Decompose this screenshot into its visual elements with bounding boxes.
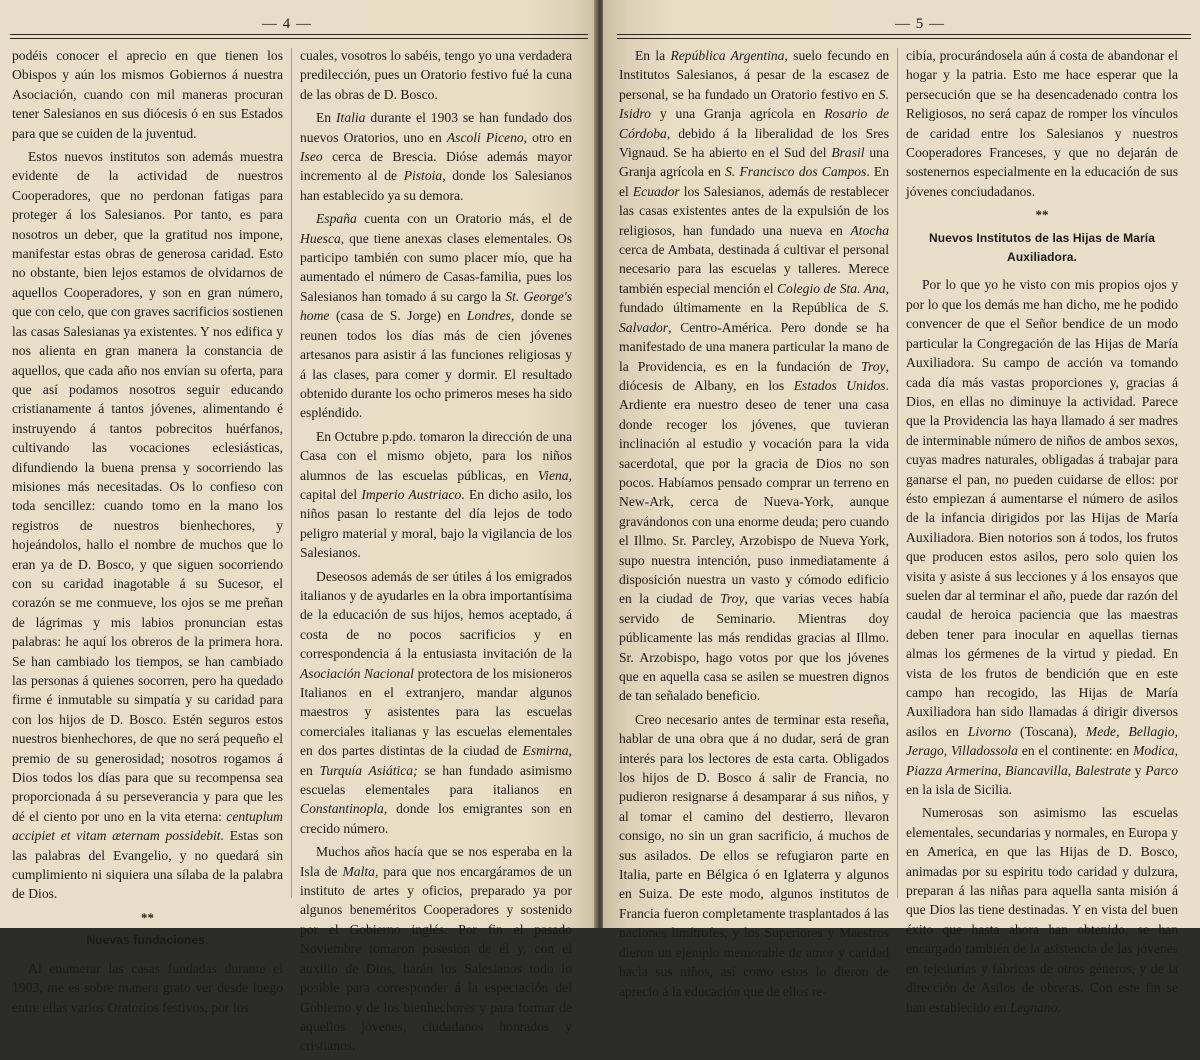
section-separator: ** [1035,207,1049,223]
header-rule [617,34,1191,39]
right-column-1 [619,46,889,1005]
left-page [0,0,597,1054]
paragraph: España cuenta con un Oratorio más, el de Huesca, que tiene anexas clases elementales. Os participo también con sumo placer mío, que ha aumentado el número de Casas-familia, pues los Salesianos han tomado á su cargo la St. George's home (casa de S. Jorge) en Londres, donde se reunen todos los días más de cien jóvenes artesanos para asistir á las funciones religiosas y á las clases, para comer y dormir. El resultado obtenido durante los ocho primeros meses ha sido espléndido. [300,211,572,421]
paragraph: En Octubre p.pdo. tomaron la dirección de una Casa con el mismo objeto, para los niños alumnos de las escuelas públicas, en Viena, capital del Imperio Austriaco. En dicho asilo, los niños pasan lo restante del día lejos de todo peligro material y moral, bajo la vigilancia de los Salesianos. [300,428,572,561]
paragraph: Deseosos además de ser útiles á los emigrados italianos y de ayudarles en la obra importantísima de la educación de sus hijos, hemos aceptado, á costa de no pocos sacrificios y en correspondencia á la entusiasta invitación de la Asociación Nacional protectora de los misioneros Italianos en el extranjero, mandar algunos maestros y asistentes para las escuelas comerciales italianas y las escuelas elementales en dos partes distintas de la ciudad de Esmirna, en Turquía Asiática; se han fundado asimismo escuelas elementales para italianos en Constantinopla, donde los emigrantes son en crecido número. [300,568,572,836]
column-divider [291,48,292,898]
right-column-2 [906,46,1178,1021]
page-number: — 5 — [895,16,945,32]
left-column-2 [300,46,572,1060]
paragraph: Numerosas son asimismo las escuelas elementales, secundarias y normales, en Europa y en America, en que las Hijas de D. Bosco, animadas por su espiritu todo caridad y dulzura, preparan á las niñas para aquella santa misión á que Dios las tiene destinadas. Y en vista del buen éxito que hasta ahora han obtenido, se han encargado también de la asistencia de las jóvenes en tejedurías y fábricas de otros géneros, y de la dirección de Asilos de obreras. Con este fin se han establecido en Legnano. [906,805,1178,1015]
section-heading: Nuevos Institutos de las Hijas de María Auxiliadora. [929,230,1155,265]
paragraph: podéis conocer el aprecio en que tienen los Obispos y aún los mismos Gobiernos á nuestra Asociación, cuando con mil maneras procuran tener Salesianos en sus diócesis ó en sus Estados para que se cuiden de la juventud. [12,48,283,141]
paragraph: Por lo que yo he visto con mis propios ojos y por lo que los demás me han dicho, me he podido convencer de que el Señor bendice de un modo particular la Congregación de las Hijas de María Auxiliadora. Su campo de acción va tomando cada día más vastas proporciones y, gracias á Dios, en ellas no diminuye la actividad. Parece que la Providencia las haya llamado á ser madres de interminable número de niños de ambos sexos, cuyas madres naturales, obligadas á trabajar para ganarse el pan, no pueden cuidarse de ellos: por ésto empiezan á aumentarse el número de asilos de la infancia dirigidos por las Hijas de María Auxiliadora. Bien notorios son á todos, los frutos que producen estos asilos, pero solo quien los visita y asiste á sus lecciones y á los ensayos que suelen dar al terminar el año, puede dar razón del caudal de heroica paciencia que las maestras deben tener para inocular en aquellas tiernas almas los gérmenes de la virtud y piedad. En vista de los frutos de bendición que en este campo han recogido, las Hijas de María Auxiliadora han sido llamadas á dirigir diversos asilos en Livorno (Toscana), Mede, Bellagio, Jerago, Villadossola en el continente: en Modica, Piazza Armerina, Biancavilla, Balestrate y Parco en la isla de Sicilia. [906,277,1179,798]
section-separator: ** [141,909,154,925]
column-divider [897,48,898,898]
section-heading: Nuevas fundaciones. [86,933,209,948]
paragraph: Al enumerar las casas fundadas durante el 1903, me es sobre manera grato ver desde luego entre ellas varios Oratorios festivos, por los [12,960,283,1015]
paragraph: Estos nuevos institutos son además muestra evidente de la actividad de nuestros Cooperadores, que no perdonan fatigas para proteger á los Salesianos. Por tanto, es para nosotros un deber, que la gratitud nos impone, manifestar estas obras de generosa caridad. Esto no obstante, bien lejos estamos de olvidarnos de aquellos Cooperadores, y son en gran número, que con celo, que con graves sacrificios sostienen las casas Salesianas ya existentes. Y nos edifica y nos alienta en gran manera la constancia de aquellos, que cada año nos envían su oferta, para que así podamos nosotros seguir educando cristianamente á tantos jóvenes, alimentando é instruyendo á tantos pobrecitos huérfanos, cultivando las vocaciones eclesiásticas, difundiendo la buena prensa y socorriendo las misiones más necesitadas. Os lo confieso con toda sencillez: cuando tomo en la mano los registros de nuestros bienhechores, y hojeándolos, hallo el nombre de muchos que lo eran ya de D. Bosco, y que siguen socorriendo con su caridad inagotable á su Sucesor, el corazón se me conmueve, los ojos se me preñan de lágrimas y mis labios pronuncian estas palabras: he aquí los obreros de la primera hora. Se han cambiado los tiempos, se han cambiado las personas á quienes socorren, pero ha quedado firme é inmutable su simpatía y su caridad para con los hijos de D. Bosco. Estén seguros estos nuestros bienhechores, de que no será pequeño el premio de su generosidad; nosotros rogamos á Dios todos los días para que su recompensa sea proporcionada á su perseverancia y para que les dé el ciento por uno en la vita eterna: centuplum accipiet et vitam æternam possidebit. Estas son las palabras del Evangelio, y no quedará sin cumplimiento ni siquiera una sílaba de la palabra de Dios. [12,149,283,902]
paragraph: Muchos años hacía que se nos esperaba en la Isla de Malta, para que nos encargáramos de un instituto de artes y oficios, preparado ya por algunos beneméritos Cooperadores y sostenido por el Gobierno inglés. Por fin el pasado Noviembre tomaron posesión de él y, con el auxilio de Dios, harán los Salesianos todo lo posible para corresponder á la espectación del Gobierno y de los bienhechores y para formar de aquellos jóvenes, ciudadanos honrados y cristianos. [300,844,572,1054]
paragraph: En la República Argentina, suelo fecundo en Institutos Salesianos, á pesar de la escasez de personal, se ha fundado un Oratorio festivo en S. Isidro y una Granja agrícola en Rosario de Córdoba, debido á la liberalidad de los Sres Vignaud. Se ha abierto en el Sud del Brasil una Granja agrícola en S. Francisco dos Campos. En el Ecuador los Salesianos, además de restablecer las casas existentes antes de la expulsión de los religiosos, han fundado una nueva en Atocha cerca de Ambata, destinada á cultivar el personal necesario para las escuelas y talleres. Merece también especial mención el Colegio de Sta. Ana, fundado últimamente en la República de S. Salvador, Centro-América. Pero donde se ha manifestado de una manera particular la mano de la Providencia, es en la fundación de Troy, diócesis de Albany, en los Estados Unidos. Ardiente era nuestro deseo de tener una casa donde recoger los jóvenes, que tuvieran inclinación al estudio y vocación para la vida sacerdotal, que por la gracia de Dios no son pocos. Habíamos pensado comprar un terreno en New-Ark, cerca de Nueva-York, aunque gravándonos con una enorme deuda; pero cuando el Illmo. Sr. Parcley, Arzobispo de Nueva York, supo nuestra intención, puso inmediatamente á disposición nuestra un vasto y cómodo edificio en la ciudad de Troy, que varias veces había servido de Seminario. Mientras doy públicamente las más rendidas gracias al Illmo. Sr. Arzobispo, hago votos por que los jóvenes que en aquella casa se asilen se muestren dignos de tan señalado beneficio. [619,48,890,704]
right-page [603,0,1200,1015]
paragraph: Creo necesario antes de terminar esta reseña, hablar de una obra que á no dudar, será de gran interés para los lectores de esta carta. Obligados los hijos de D. Bosco á salir de Francia, no pudieron resignarse á desamparar á sus niños, y al tomar el camino del destierro, llevaron consigo, no sin un gran sacrificio, á muchos de sus asilados. De ellos se refugiaron parte en Italia, parte en Bélgica ó en Iglaterra y algunos en Suiza. De este modo, algunos institutos de Francia fueron completamente trasplantados á las naciones limítrofes, y los Superiores y Maestros dieron un ejemplo memorable de amor y caridad hacia sus niños, así como estos lo dieron de aprecio á la educación que de ellos re- [619,711,889,999]
paragraph: cuales, vosotros lo sabéis, tengo yo una verdadera predilección, pues un Oratorio festivo fué la cuna de las obras de D. Bosco. [300,48,572,102]
paragraph: En Italia durante el 1903 se han fundado dos nuevos Oratorios, uno en Ascoli Piceno, otro en Iseo cerca de Brescia. Dióse además mayor incremento al de Pistoia, donde los Salesianos han establecido ya su demora. [300,110,573,203]
paragraph: cibía, procurándosela aún á costa de abandonar el hogar y la patria. Esto me hace esperar que la persecución que se ha desencadenado contra los Religiosos, no será capaz de romper los vínculos de caridad entre los Salesianos y nuestros Cooperadores Franceses, y que no dejarán de sostenernos especialmente en la educación de sus jóvenes conciudadanos. [906,48,1178,199]
left-column-1 [12,46,283,1021]
header-rule [10,34,588,39]
page-number: — 4 — [262,16,312,32]
